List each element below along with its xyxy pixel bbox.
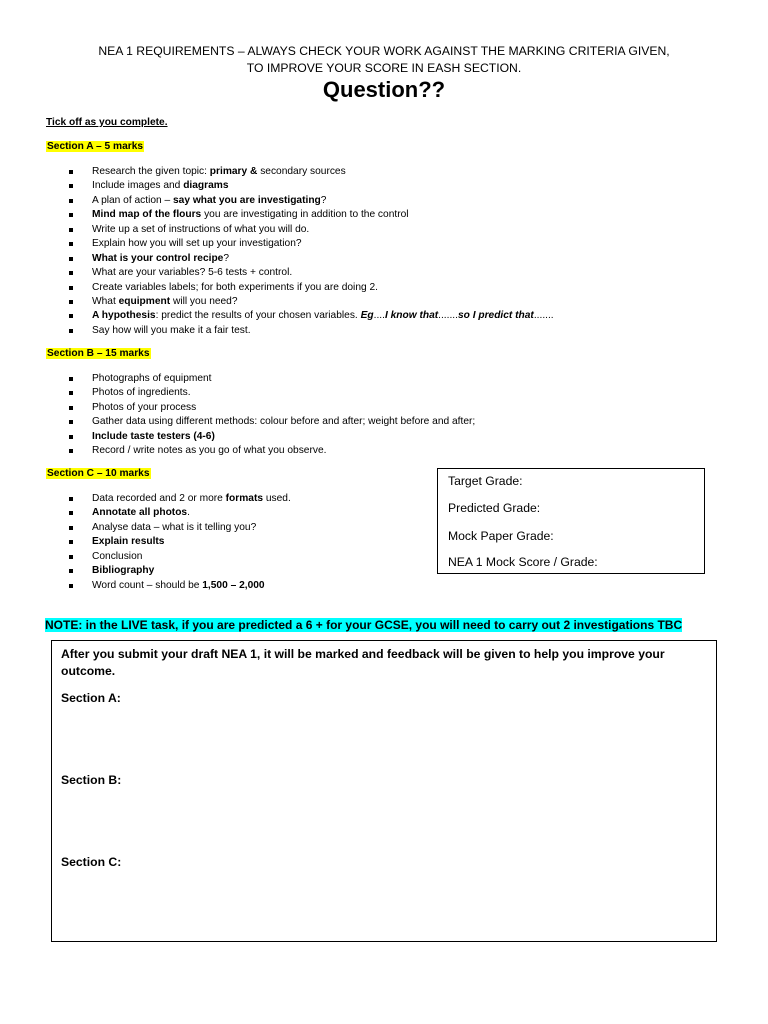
list-item xyxy=(46,386,475,400)
bullet-icon xyxy=(69,170,73,174)
list-item xyxy=(46,324,554,338)
list-item-text: Eg xyxy=(360,310,374,322)
list-item xyxy=(46,194,554,208)
list-item-text: you are investigating in addition to the control xyxy=(201,209,409,221)
list-item xyxy=(46,223,554,237)
section-c-heading-text: Section C – 10 marks xyxy=(47,468,150,479)
target-grade-label: Target Grade: xyxy=(448,474,523,488)
list-item-text: will you need? xyxy=(170,295,238,307)
list-item-text: Include taste testers (4-6) xyxy=(92,430,215,442)
list-item xyxy=(46,295,554,309)
list-item xyxy=(46,430,475,444)
bullet-icon xyxy=(69,406,73,410)
feedback-section-a-label: Section A: xyxy=(61,691,121,705)
list-item-text: ? xyxy=(320,194,327,206)
list-item-text: Explain results xyxy=(92,536,165,548)
list-item xyxy=(46,281,554,295)
feedback-box xyxy=(51,640,717,942)
feedback-section-b-label: Section B: xyxy=(61,773,122,787)
bullet-icon xyxy=(69,199,73,203)
list-item-text: so I predict that xyxy=(457,310,534,322)
list-item-text: .... xyxy=(373,310,385,322)
list-item-text: What xyxy=(92,295,119,307)
list-item-text: Say how will you make it a fair test. xyxy=(92,324,251,336)
list-item xyxy=(46,506,291,520)
bullet-icon xyxy=(69,540,73,544)
list-item-text: equipment xyxy=(118,295,171,307)
list-item-text: Create variables labels; for both experiments if you are doing 2. xyxy=(92,281,378,293)
list-item xyxy=(46,579,291,593)
list-item xyxy=(46,444,475,458)
bullet-icon xyxy=(69,271,73,275)
bullet-icon xyxy=(69,242,73,246)
list-item-text: say what you are investigating xyxy=(173,194,321,206)
bullet-icon xyxy=(69,184,73,188)
section-a-list xyxy=(46,165,554,338)
list-item-text: secondary sources xyxy=(260,166,346,177)
bullet-icon xyxy=(69,497,73,501)
mock-paper-grade-label: Mock Paper Grade: xyxy=(448,529,554,543)
bullet-icon xyxy=(69,377,73,381)
list-item xyxy=(46,492,291,506)
bullet-icon xyxy=(69,526,73,530)
grade-box xyxy=(437,468,705,574)
list-item-text: formats xyxy=(225,493,264,504)
predicted-grade-label: Predicted Grade: xyxy=(448,501,541,515)
list-item-text: 1,500 – 2,000 xyxy=(202,579,265,591)
list-item-text: Include images and xyxy=(92,180,184,192)
list-item xyxy=(46,309,554,323)
list-item-text: . xyxy=(187,507,190,519)
list-item-text: Photos of ingredients. xyxy=(92,387,191,399)
bullet-icon xyxy=(69,435,73,439)
list-item-text: Photos of your process xyxy=(92,401,197,413)
list-item-text: : predict the results of your chosen variables. xyxy=(155,310,361,322)
section-a-heading xyxy=(46,141,144,152)
bullet-icon xyxy=(69,449,73,453)
list-item-text: Annotate all photos xyxy=(92,507,188,519)
list-item xyxy=(46,550,291,564)
list-item-text: What is your control recipe xyxy=(92,252,224,264)
bullet-icon xyxy=(69,314,73,318)
list-item xyxy=(46,266,554,280)
list-item-text: Research the given topic: xyxy=(92,166,210,177)
section-c-heading xyxy=(46,468,151,479)
bullet-icon xyxy=(69,511,73,515)
list-item-text: Data recorded and 2 or more xyxy=(92,493,226,504)
section-b-heading xyxy=(46,348,151,359)
nea-mock-score-label: NEA 1 Mock Score / Grade: xyxy=(448,555,598,569)
list-item xyxy=(46,564,291,578)
list-item-text: A plan of action – xyxy=(92,194,173,206)
list-item-text: Gather data using different methods: colour before and after; weight before and after; xyxy=(92,416,476,428)
feedback-intro: After you submit your draft NEA 1, it will be marked and feedback will be given to help you improve your outcome. xyxy=(61,647,665,678)
list-item xyxy=(46,252,554,266)
list-item-text: Explain how you will set up your investigation? xyxy=(92,238,302,250)
list-item-text: used. xyxy=(263,493,291,504)
header-line-2: TO IMPROVE YOUR SCORE IN EASH SECTION. xyxy=(246,61,522,75)
list-item xyxy=(46,237,554,251)
bullet-icon xyxy=(69,555,73,559)
section-b-heading-text: Section B – 15 marks xyxy=(47,348,150,359)
list-item-text: Bibliography xyxy=(92,565,155,577)
bullet-icon xyxy=(69,257,73,261)
bullet-icon xyxy=(69,420,73,424)
section-a-heading-text: Section A – 5 marks xyxy=(47,141,144,152)
list-item xyxy=(46,401,475,415)
list-item xyxy=(46,208,554,222)
list-item-text: Photographs of equipment xyxy=(92,373,212,384)
bullet-icon xyxy=(69,569,73,573)
list-item-text: Mind map of the flours xyxy=(92,209,202,221)
list-item-text: Word count – should be xyxy=(92,579,203,591)
list-item-text: What are your variables? 5-6 tests + control. xyxy=(92,267,293,279)
header-line-1: NEA 1 REQUIREMENTS – ALWAYS CHECK YOUR WORK AGAINST THE MARKING CRITERIA GIVEN, xyxy=(98,44,670,58)
list-item-text: Record / write notes as you go of what you observe. xyxy=(92,445,327,457)
list-item xyxy=(46,521,291,535)
bullet-icon xyxy=(69,300,73,304)
bullet-icon xyxy=(69,228,73,232)
list-item-text: ? xyxy=(223,252,230,264)
list-item xyxy=(46,179,554,193)
bullet-icon xyxy=(69,329,73,333)
list-item-text: ....... xyxy=(438,310,458,322)
list-item xyxy=(46,372,475,386)
list-item-text: Conclusion xyxy=(92,550,143,562)
live-task-note xyxy=(45,618,682,632)
list-item xyxy=(46,535,291,549)
bullet-icon xyxy=(69,213,73,217)
list-item-text: diagrams xyxy=(183,180,229,192)
page-title: Question?? xyxy=(322,77,446,102)
list-item-text: Write up a set of instructions of what you will do. xyxy=(92,223,310,235)
bullet-icon xyxy=(69,584,73,588)
section-c-list xyxy=(46,492,291,593)
list-item-text: Analyse data – what is it telling you? xyxy=(92,521,257,533)
list-item-text: ....... xyxy=(533,310,554,322)
list-item-text: A hypothesis xyxy=(92,310,156,322)
list-item-text: primary & xyxy=(209,166,261,177)
feedback-section-c-label: Section C: xyxy=(61,855,122,869)
bullet-icon xyxy=(69,286,73,290)
live-task-note-text: NOTE: in the LIVE task, if you are predicted a 6 + for your GCSE, you will need to carry out 2 investigations TBC xyxy=(45,618,683,632)
bullet-icon xyxy=(69,391,73,395)
list-item xyxy=(46,165,554,179)
list-item-text: I know that xyxy=(384,310,439,322)
document-header xyxy=(40,43,728,77)
section-b-list xyxy=(46,372,475,459)
list-item xyxy=(46,415,475,429)
tick-off-instruction: Tick off as you complete. xyxy=(46,117,168,128)
